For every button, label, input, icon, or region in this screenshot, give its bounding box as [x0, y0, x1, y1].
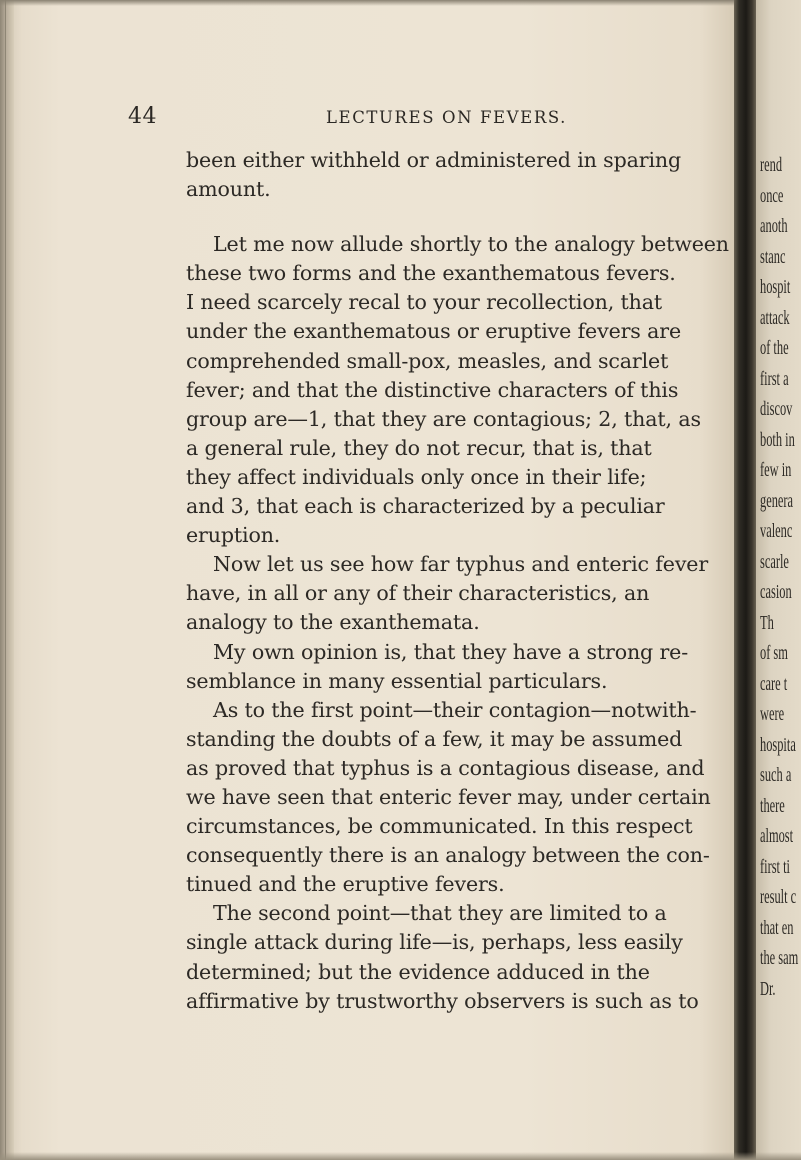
text-line: amount. — [186, 177, 271, 202]
facing-fragment: of the — [760, 337, 789, 359]
text-line: single attack during life—is, perhaps, less easily — [186, 930, 683, 955]
text-line: they affect individuals only once in their life; — [186, 464, 647, 489]
facing-fragment: were — [760, 703, 785, 725]
facing-fragment: attack — [760, 306, 790, 329]
text-line: As to the first point—their contagion—notwith- — [213, 697, 697, 722]
text-line: eruption. — [186, 523, 281, 548]
facing-fragment: of sm — [760, 642, 788, 664]
text-line: The second point—that they are limited to a — [213, 901, 667, 926]
facing-fragment: care t — [760, 672, 788, 695]
text-line: these two forms and the exanthematous fevers. — [186, 261, 676, 286]
paragraph-gap — [186, 204, 722, 230]
text-line: a general rule, they do not recur, that is, that — [186, 435, 652, 460]
facing-fragment: genera — [760, 489, 794, 512]
facing-fragment: once — [760, 184, 784, 207]
facing-fragment: scarle — [760, 550, 789, 573]
page-number: 44 — [128, 104, 157, 129]
facing-fragment: both in — [760, 428, 795, 451]
facing-fragment: the sam — [760, 947, 799, 969]
facing-fragment: few in — [760, 459, 792, 481]
page-header — [0, 104, 740, 134]
text-line: been either withheld or administered in sparing — [186, 148, 682, 172]
bottom-shadow — [0, 1152, 801, 1160]
facing-fragment: there — [760, 794, 785, 817]
top-shadow — [0, 0, 801, 6]
facing-page-text — [760, 150, 799, 1004]
text-line: fever; and that the distinctive characters of this — [186, 377, 679, 402]
facing-fragment: stanc — [760, 245, 786, 268]
facing-fragment: casion — [760, 581, 792, 603]
text-line: circumstances, be communicated. In this respect — [186, 814, 693, 839]
text-line: semblance in many essential particulars. — [186, 668, 608, 693]
facing-fragment: rend — [760, 154, 783, 176]
text-line: tinued and the eruptive fevers. — [186, 872, 505, 897]
text-line: Let me now allude shortly to the analogy between — [213, 232, 729, 257]
text-line: consequently there is an analogy between the con- — [186, 843, 710, 868]
facing-fragment: discov — [760, 398, 793, 420]
text-line: My own opinion is, that they have a strong re- — [213, 639, 689, 664]
text-line: have, in all or any of their characteristics, an — [186, 581, 650, 606]
body-text — [186, 146, 729, 1016]
facing-fragment: hospit — [760, 276, 791, 298]
facing-fragment: Dr. — [760, 977, 776, 1000]
text-line: comprehended small-pox, measles, and scarlet — [186, 348, 669, 373]
facing-fragment: hospita — [760, 733, 796, 756]
text-line: and 3, that each is characterized by a peculiar — [186, 494, 665, 519]
facing-fragment: such a — [760, 764, 792, 786]
running-head: LECTURES ON FEVERS. — [326, 108, 568, 127]
facing-fragment: first a — [760, 367, 789, 390]
facing-fragment: result c — [760, 886, 797, 908]
facing-fragment: anoth — [760, 215, 788, 237]
facing-fragment: Th — [760, 611, 774, 634]
text-line: standing the doubts of a few, it may be assumed — [186, 726, 683, 751]
text-line: we have seen that enteric fever may, under certain — [186, 784, 711, 809]
facing-fragment: almost — [760, 825, 794, 847]
left-page-edge — [0, 0, 14, 1160]
facing-fragment: valenc — [760, 520, 793, 542]
book-spine-gutter — [734, 0, 756, 1160]
text-line: affirmative by trustworthy observers is such as to — [186, 988, 699, 1013]
text-line: I need scarcely recal to your recollection, that — [186, 290, 663, 315]
text-line: under the exanthematous or eruptive fevers are — [186, 319, 681, 344]
text-line: as proved that typhus is a contagious disease, and — [186, 755, 705, 780]
text-line: Now let us see how far typhus and enteric fever — [213, 552, 709, 577]
text-line: determined; but the evidence adduced in the — [186, 959, 650, 984]
text-line: group are—1, that they are contagious; 2, that, as — [186, 406, 701, 431]
facing-fragment: that en — [760, 916, 794, 939]
text-line: analogy to the exanthemata. — [186, 610, 480, 635]
facing-fragment: first ti — [760, 855, 790, 878]
